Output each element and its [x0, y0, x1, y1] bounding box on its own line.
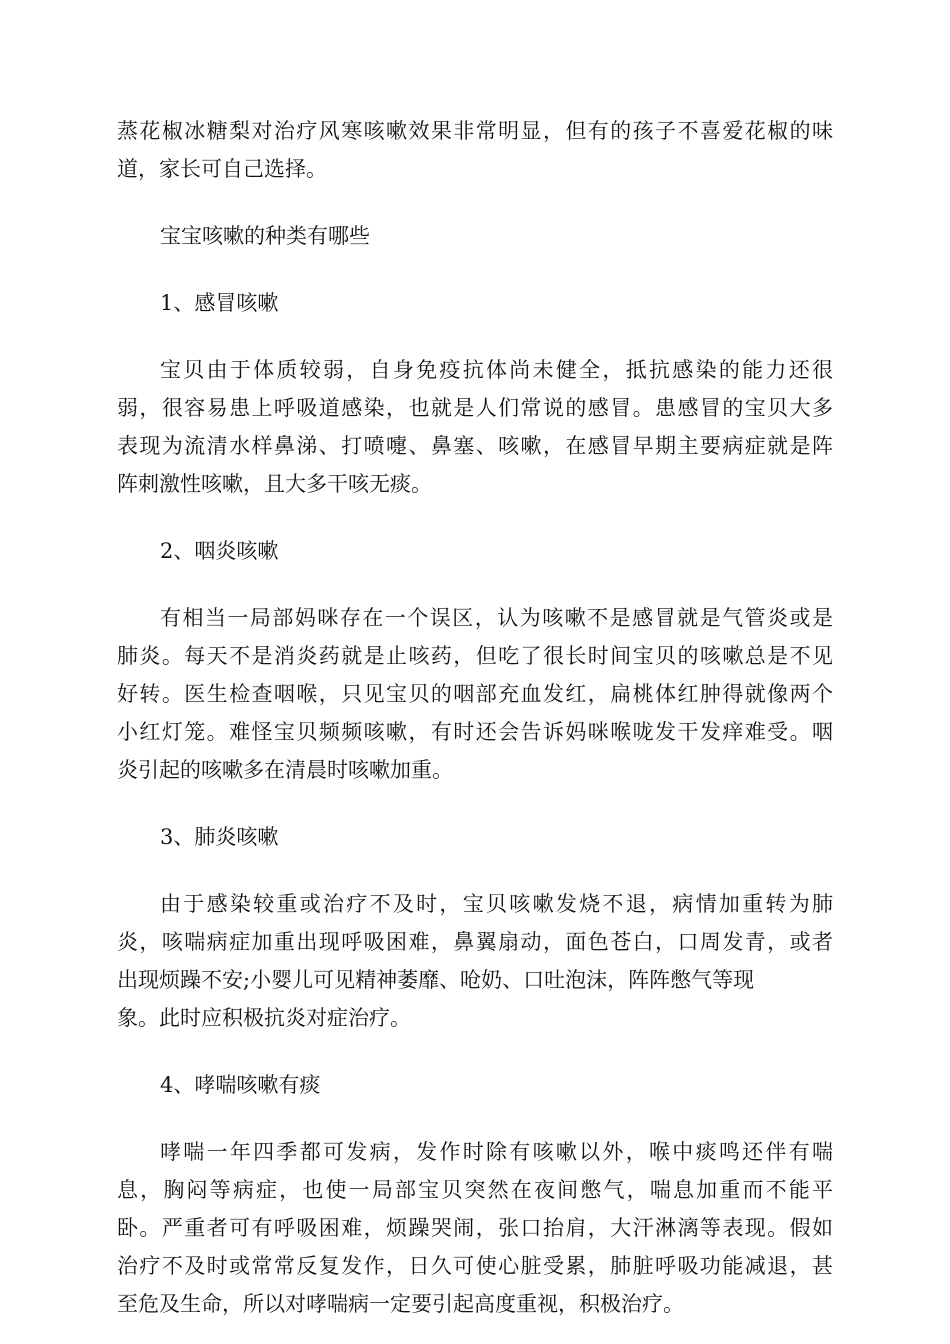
paragraph: [117, 112, 833, 188]
document-body: [117, 112, 833, 1323]
text-line: 治疗不及时或常常反复发作，日久可使心脏受累，肺脏呼吸功能减退，甚: [117, 1254, 833, 1278]
text-line: 宝贝由于体质较弱，自身免疫抗体尚未健全，抵抗感染的能力还很: [160, 358, 833, 382]
section-heading: [117, 217, 833, 255]
heading-text: 4、哮喘咳嗽有痰: [160, 1073, 321, 1097]
subsection-heading: [117, 284, 833, 322]
text-line: 有相当一局部妈咪存在一个误区，认为咳嗽不是感冒就是气管炎或是: [160, 606, 833, 630]
text-line: 蒸花椒冰糖梨对治疗风寒咳嗽效果非常明显，但有的孩子不喜爱花椒的味: [117, 119, 833, 143]
text-line: 炎引起的咳嗽多在清晨时咳嗽加重。: [117, 758, 453, 782]
heading-text: 2、咽炎咳嗽: [160, 539, 279, 563]
text-line: 至危及生命，所以对哮喘病一定要引起高度重视，积极治疗。: [117, 1292, 684, 1316]
subsection-heading: [117, 1066, 833, 1104]
text-line: 弱，很容易患上呼吸道感染，也就是人们常说的感冒。患感冒的宝贝大多: [117, 396, 833, 420]
paragraph: [117, 885, 833, 1037]
text-line: 由于感染较重或治疗不及时，宝贝咳嗽发烧不退，病情加重转为肺: [160, 892, 833, 916]
subsection-heading: [117, 818, 833, 856]
text-line: 象。此时应积极抗炎对症治疗。: [117, 1006, 411, 1030]
text-line: 卧。严重者可有呼吸困难，烦躁哭闹，张口抬肩，大汗淋漓等表现。假如: [117, 1216, 833, 1240]
heading-text: 3、肺炎咳嗽: [160, 825, 279, 849]
paragraph: [117, 1133, 833, 1323]
text-line: 道，家长可自己选择。: [117, 157, 327, 181]
heading-text: 宝宝咳嗽的种类有哪些: [160, 224, 370, 248]
text-line: 炎，咳喘病症加重出现呼吸困难，鼻翼扇动，面色苍白，口周发青，或者: [117, 930, 833, 954]
paragraph: [117, 351, 833, 503]
subsection-heading: [117, 532, 833, 570]
text-line: 小红灯笼。难怪宝贝频频咳嗽，有时还会告诉妈咪喉咙发干发痒难受。咽: [117, 720, 833, 744]
text-line: 哮喘一年四季都可发病，发作时除有咳嗽以外，喉中痰鸣还伴有喘: [160, 1140, 833, 1164]
text-line: 表现为流清水样鼻涕、打喷嚏、鼻塞、咳嗽，在感冒早期主要病症就是阵: [117, 434, 833, 458]
paragraph: [117, 599, 833, 789]
text-line: 好转。医生检查咽喉，只见宝贝的咽部充血发红，扁桃体红肿得就像两个: [117, 682, 833, 706]
text-line: 出现烦躁不安;小婴儿可见精神萎靡、呛奶、口吐泡沫，阵阵憋气等现: [117, 968, 755, 992]
text-line: 肺炎。每天不是消炎药就是止咳药，但吃了很长时间宝贝的咳嗽总是不见: [117, 644, 833, 668]
heading-text: 1、感冒咳嗽: [160, 291, 279, 315]
text-line: 息，胸闷等病症，也使一局部宝贝突然在夜间憋气，喘息加重而不能平: [117, 1178, 833, 1202]
text-line: 阵刺激性咳嗽，且大多干咳无痰。: [117, 472, 432, 496]
